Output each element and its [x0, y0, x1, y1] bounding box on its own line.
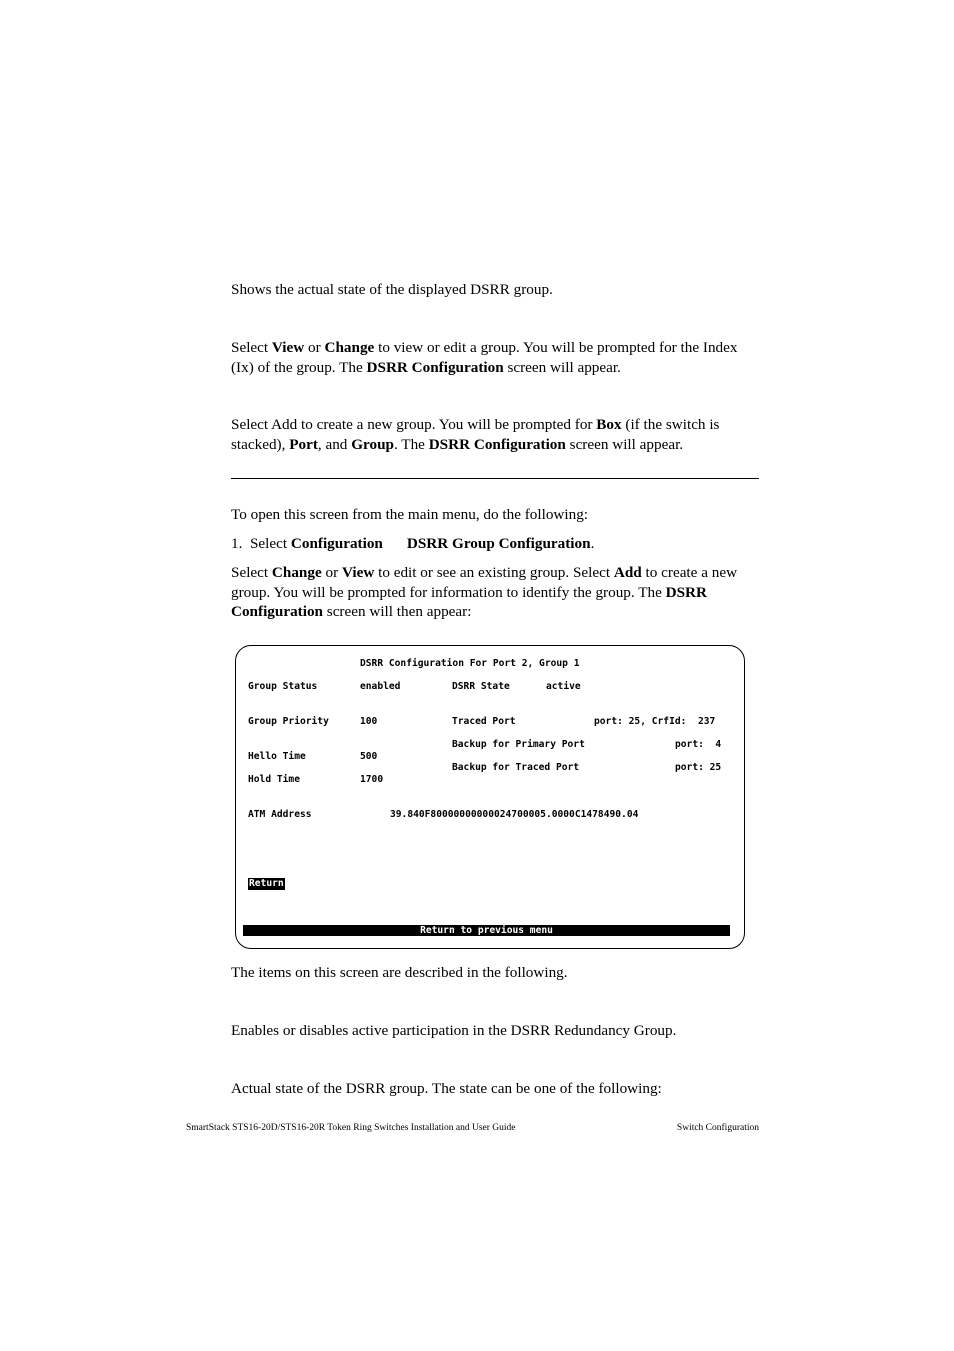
intro-paragraph-2: Select View or Change to view or edit a group. You will be prompted for the Index (Ix) of the group. The DSRR Configuration screen will appear. [231, 339, 738, 376]
backup-primary-label: Backup for Primary Port [452, 739, 585, 750]
group-status-label: Group Status [248, 681, 318, 692]
return-button[interactable]: Return [249, 878, 284, 889]
hold-time-label: Hold Time [248, 774, 300, 785]
traced-port-value: port: 25, CrfId: 237 [594, 716, 716, 727]
group-priority-label: Group Priority [248, 716, 329, 727]
section-divider [231, 478, 759, 479]
traced-port-label: Traced Port [452, 716, 516, 727]
backup-traced-label: Backup for Traced Port [452, 762, 580, 773]
step-1: 1. Select Configuration DSRR Group Configuration. [231, 535, 595, 552]
status-bar: Return to previous menu [243, 925, 730, 936]
hello-time-field[interactable]: 500 [360, 751, 378, 762]
section-paragraph-2: Select Change or View to edit or see an existing group. Select Add to create a new group. You will be prompted for information to identify the group. The DSRR Configuration screen will then appear: [231, 564, 738, 620]
group-priority-field[interactable]: 100 [360, 716, 378, 727]
after-paragraph-2: Enables or disables active participation in the DSRR Redundancy Group. [231, 1022, 677, 1039]
after-paragraph-3: Actual state of the DSRR group. The state can be one of the following: [231, 1080, 662, 1097]
atm-address-value: 39.840F80000000000024700005.0000C1478490.04 [390, 809, 639, 820]
hold-time-field[interactable]: 1700 [360, 774, 384, 785]
screen-title: DSRR Configuration For Port 2, Group 1 [360, 658, 580, 669]
section-intro: To open this screen from the main menu, do the following: [231, 506, 589, 523]
backup-primary-value: port: 4 [675, 739, 722, 750]
after-paragraph-1: The items on this screen are described in the following. [231, 964, 568, 981]
intro-paragraph-1: Shows the actual state of the displayed DSRR group. [231, 281, 553, 298]
footer-left: SmartStack STS16-20D/STS16-20R Token Ring Switches Installation and User Guide [186, 1123, 516, 1133]
group-status-field[interactable]: enabled [360, 681, 401, 692]
intro-paragraph-3: Select Add to create a new group. You will be prompted for Box (if the switch is stacked), Port, and Group. The DSRR Configuration screen will appear. [231, 416, 720, 453]
dsrr-state-label: DSRR State [452, 681, 510, 692]
footer-right: Switch Configuration [676, 1123, 759, 1133]
dsrr-configuration-screen [235, 645, 745, 949]
dsrr-state-value: active [546, 681, 581, 692]
backup-traced-value: port: 25 [675, 762, 722, 773]
atm-address-label: ATM Address [248, 809, 312, 820]
hello-time-label: Hello Time [248, 751, 306, 762]
